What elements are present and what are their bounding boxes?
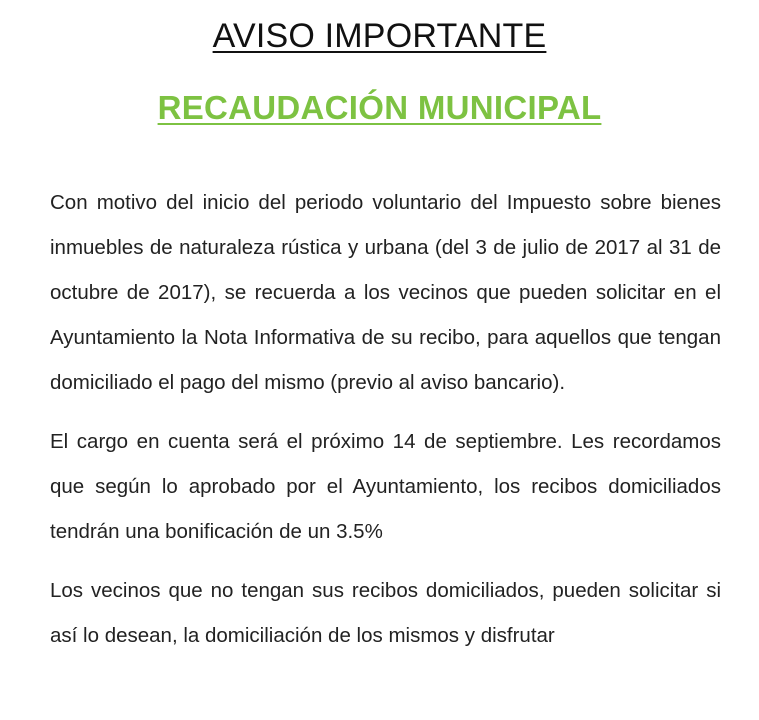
paragraph-domiciliation: Los vecinos que no tengan sus recibos domiciliados, pueden solicitar si así lo desean, la domiciliación de los mismos y disfrutar (50, 579, 721, 647)
page-title: AVISO IMPORTANTE (212, 17, 547, 55)
paragraph-intro: Con motivo del inicio del periodo voluntario del Impuesto sobre bienes inmuebles de naturaleza rústica y urbana (del 3 de julio de 2017 al 31 de octubre de 2017), se recuerda a los vecinos que pueden solicitar en el Ayuntamiento la Nota Informativa de su recibo, para aquellos que tengan domiciliado el pago del mismo (previo al aviso bancario). (50, 191, 721, 394)
paragraph-charge: El cargo en cuenta será el próximo 14 de septiembre. Les recordamos que según lo aprobado por el Ayuntamiento, los recibos domiciliados tendrán una bonificación de un 3.5% (50, 430, 721, 543)
page-subtitle: RECAUDACIÓN MUNICIPAL (157, 89, 602, 126)
notice-body (50, 180, 721, 672)
